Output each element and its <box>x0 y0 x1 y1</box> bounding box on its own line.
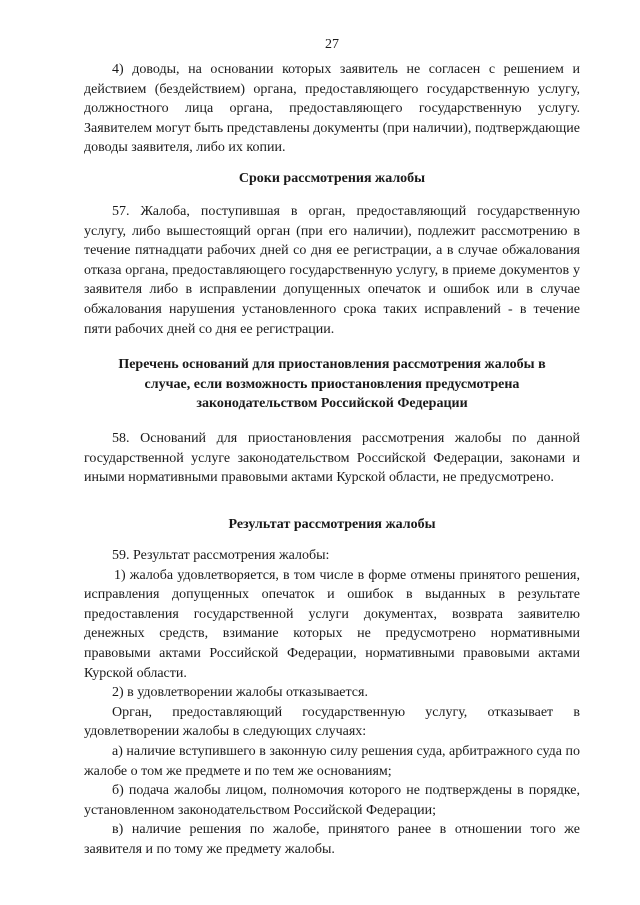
paragraph-4 <box>84 60 580 158</box>
heading-perechen-line-1: Перечень оснований для приостановления рассмотрения жалобы в <box>118 357 546 372</box>
heading-perechen <box>84 355 580 414</box>
paragraph-59-1: 1) жалоба удовлетворяется, в том числе в форме отмены принятого решения, исправления допущенных опечаток и ошибок в выданных в результате предоставления государственной услуги документах, возврата заявителю денежных средств, взимание которых не предусмотрено нормативными правовыми актами Российской Федерации, нормативными правовыми актами Курской области. <box>84 567 580 681</box>
page-number: 27 <box>325 37 339 52</box>
paragraph-b: б) подача жалобы лицом, полномочия которого не подтверждены в порядке, установленном законодательством Российской Федерации; <box>84 783 580 818</box>
paragraph-59-group <box>84 546 580 860</box>
paragraph-58-text: 58. Оснований для приостановления рассмотрения жалобы по данной государственной услуге законодательством Российской Федерации, законами и иными нормативными правовыми актами Курской области, не предусмотрено. <box>84 431 580 486</box>
paragraph-59: 59. Результат рассмотрения жалобы: <box>112 548 330 563</box>
paragraph-57-text: 57. Жалоба, поступившая в орган, предоставляющий государственную услугу, либо вышестоящий орган (при его наличии), подлежит рассмотрению в течение пятнадцати рабочих дней со дня ее регистрации, а в случае обжалования отказа органа, предоставляющего государственную услугу, в приеме документов у заявителя либо в исправлении допущенных опечаток и ошибок или в случае обжалования нарушения установленного срока таких исправлений - в течение пяти рабочих дней со дня ее регистрации. <box>84 204 580 337</box>
paragraph-organ: Орган, предоставляющий государственную услугу, отказывает в удовлетворении жалобы в следующих случаях: <box>84 704 580 740</box>
paragraph-v: в) наличие решения по жалобе, принятого ранее в отношении того же заявителя и по тому же предмету жалобы. <box>84 822 580 857</box>
paragraph-a: а) наличие вступившего в законную силу решения суда, арбитражного суда по жалобе о том же предмете и по тем же основаниям; <box>84 743 580 779</box>
heading-perechen-line-2: случае, если возможность приостановления предусмотрена <box>144 376 520 392</box>
heading-perechen-line-3: законодательством Российской Федерации <box>196 396 468 412</box>
paragraph-59-2: 2) в удовлетворении жалобы отказывается. <box>112 685 368 701</box>
paragraph-58 <box>84 429 580 488</box>
paragraph-57 <box>84 202 580 339</box>
paragraph-4-text: 4) доводы, на основании которых заявитель не согласен с решением и действием (бездействием) органа, предоставляющего государственную услугу, должностного лица органа, предоставляющего государственную услугу. Заявителем могут быть представлены документы (при наличии), подтверждающие доводы заявителя, либо их копии. <box>84 62 580 156</box>
heading-sroki: Сроки рассмотрения жалобы <box>238 171 426 186</box>
heading-result: Результат рассмотрения жалобы <box>228 517 436 532</box>
